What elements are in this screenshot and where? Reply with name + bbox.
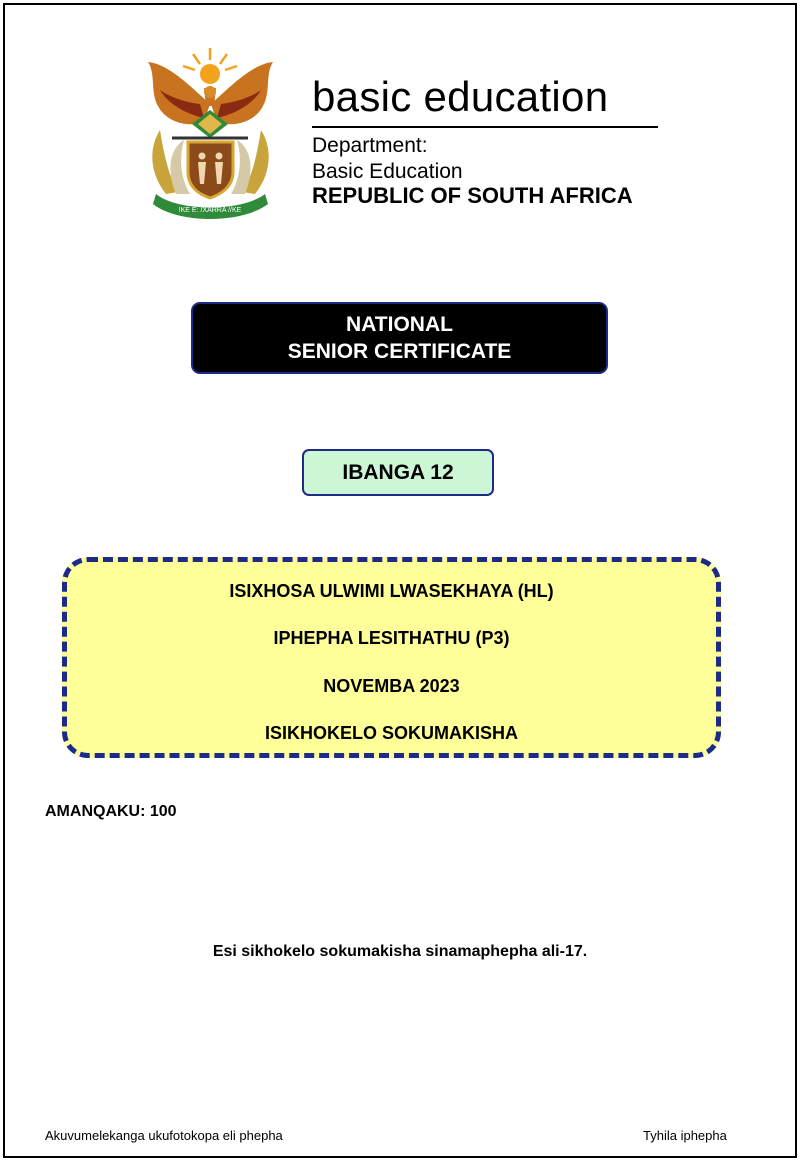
subject-title: ISIXHOSA ULWIMI LWASEKHAYA (HL) [229,581,554,601]
paper-number: IPHEPHA LESITHATHU (P3) [273,628,510,648]
total-marks: AMANQAKU: 100 [45,803,177,820]
exam-date: NOVEMBA 2023 [323,676,460,696]
department-name: Basic Education [312,160,463,183]
certificate-line-2: SENIOR CERTIFICATE [287,340,512,363]
country-name: REPUBLIC OF SOUTH AFRICA [312,183,633,208]
certificate-line-1: NATIONAL [346,313,453,336]
brand-divider [312,126,658,128]
certificate-banner [191,302,608,374]
coat-of-arms-logo [138,44,283,222]
turn-page-note: Tyhila iphepha [643,1128,727,1143]
department-label: Department: [312,134,428,157]
document-type: ISIKHOKELO SOKUMAKISHA [264,723,518,743]
copyright-notice: Akuvumelekanga ukufotokopa eli phepha [45,1128,283,1143]
subject-panel [62,557,721,758]
grade-badge: IBANGA 12 [302,449,494,496]
motto-text: !KE E: /XARRA //KE [178,207,242,214]
brand-title: basic education [312,73,609,120]
page-count-note: Esi sikhokelo sokumakisha sinamaphepha ali-17. [212,943,588,960]
